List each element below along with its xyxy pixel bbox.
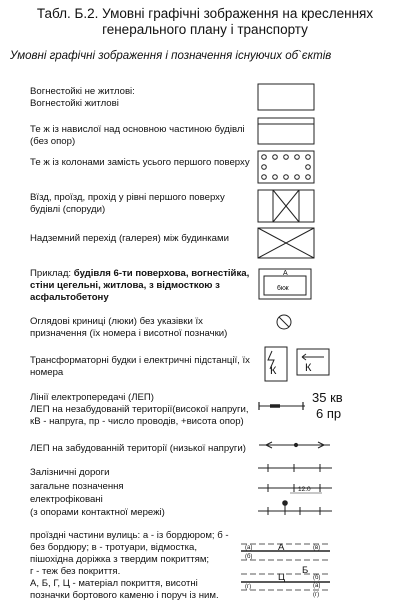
- row-fireproof-text: Вогнестойкі не житлові: Вогнестойкі житлові: [30, 86, 135, 109]
- column-building-symbol: [258, 151, 314, 183]
- street-label-b1: (б): [245, 554, 253, 560]
- lep-high-symbol: [259, 402, 305, 410]
- row-substations-text: Трансформаторні будки і електричні підстанції, їх номера: [30, 355, 250, 378]
- row-streets-text: проїздні частини вулиць: а - із бордюром; б - без бордюру; в - тротуари, відмостка, пішохідна доріжка з твердим покриттям; г - теж без покриття. А, Б, Г, Ц - матеріал покриття, висотні позначки бортового каменю і поруч із ним.: [30, 530, 229, 601]
- manhole-symbol: [277, 315, 291, 329]
- row-lep-low-text: ЛЕП на забудованній території (низької напруги): [30, 443, 246, 454]
- street-label-a2: (а): [313, 583, 321, 589]
- example-prefix: Приклад:: [30, 268, 72, 279]
- street-label-a1: (а): [245, 545, 253, 551]
- street-label-C: Ц: [278, 572, 286, 583]
- row-columns-text: Те ж із колонами замість усього першого поверху: [30, 157, 250, 168]
- passage-building-symbol: [258, 190, 314, 222]
- substation-symbol: [297, 349, 329, 375]
- example-description: будівля 6-ти поверхова, вогнестійка, стіни цегельні, житлова, з відмосткою з асфальтобетону: [30, 268, 250, 303]
- street-label-g2: (г): [313, 592, 320, 598]
- row-rail-supports: (з опорами контактної мережі): [30, 507, 165, 518]
- row-manholes-text: Оглядові криниці (люки) без указівки їх призначення (їх номера і висотної позначки): [30, 316, 228, 339]
- rail-general-symbol: [258, 464, 332, 493]
- row-passage-text: Вїзд, проїзд, прохід у рівні першого поверху будівлі (споруди): [30, 192, 225, 215]
- substation-k-label: К: [305, 362, 312, 374]
- lep-kv-label: 35 кв: [312, 390, 343, 405]
- row-gallery-text: Надземний перехід (галерея) між будинками: [30, 233, 229, 244]
- lep-low-symbol: [259, 443, 330, 446]
- example-label-kzh: 6кж: [277, 285, 289, 292]
- overhang-building-symbol: [258, 118, 314, 144]
- example-label-a: А: [283, 270, 288, 277]
- row-lep-high-text: ЛЕП на незабудованій території(високої напруги, кВ - напруга, пр - число проводів, +висота опор): [30, 404, 249, 427]
- street-label-g1: (г): [245, 584, 252, 590]
- street-label-A: А: [278, 542, 285, 553]
- street-label-v1: (в): [313, 545, 321, 551]
- row-lep-title: Лінії електропередачі (ЛЕП): [30, 392, 154, 403]
- fireproof-building-symbol: [258, 84, 314, 110]
- street-label-b2: (б): [313, 575, 321, 581]
- rail-electric-symbol: [258, 501, 332, 515]
- rail-distance-label: 12.0: [298, 486, 311, 493]
- row-rail-title: Залізничні дороги: [30, 467, 110, 478]
- lep-pr-label: 6 пр: [316, 406, 342, 421]
- substation-arrow-icon: [302, 354, 324, 360]
- row-rail-general: загальне позначення: [30, 481, 124, 492]
- street-label-B: Б: [302, 565, 309, 576]
- transformer-k-label: К: [270, 365, 277, 377]
- title-line-2: генерального плану і транспорту: [102, 22, 308, 37]
- row-overhang-text: Те ж із навислої над основною частиною будівлі (без опор): [30, 124, 245, 147]
- title-line-1: Табл. Б.2. Умовні графічні зображення на кресленнях: [36, 6, 374, 21]
- row-rail-electric: електрофіковані: [30, 494, 103, 505]
- table-subtitle: Умовні графічні зображення і позначення існуючих об`єктів: [10, 50, 332, 62]
- gallery-symbol: [258, 228, 314, 258]
